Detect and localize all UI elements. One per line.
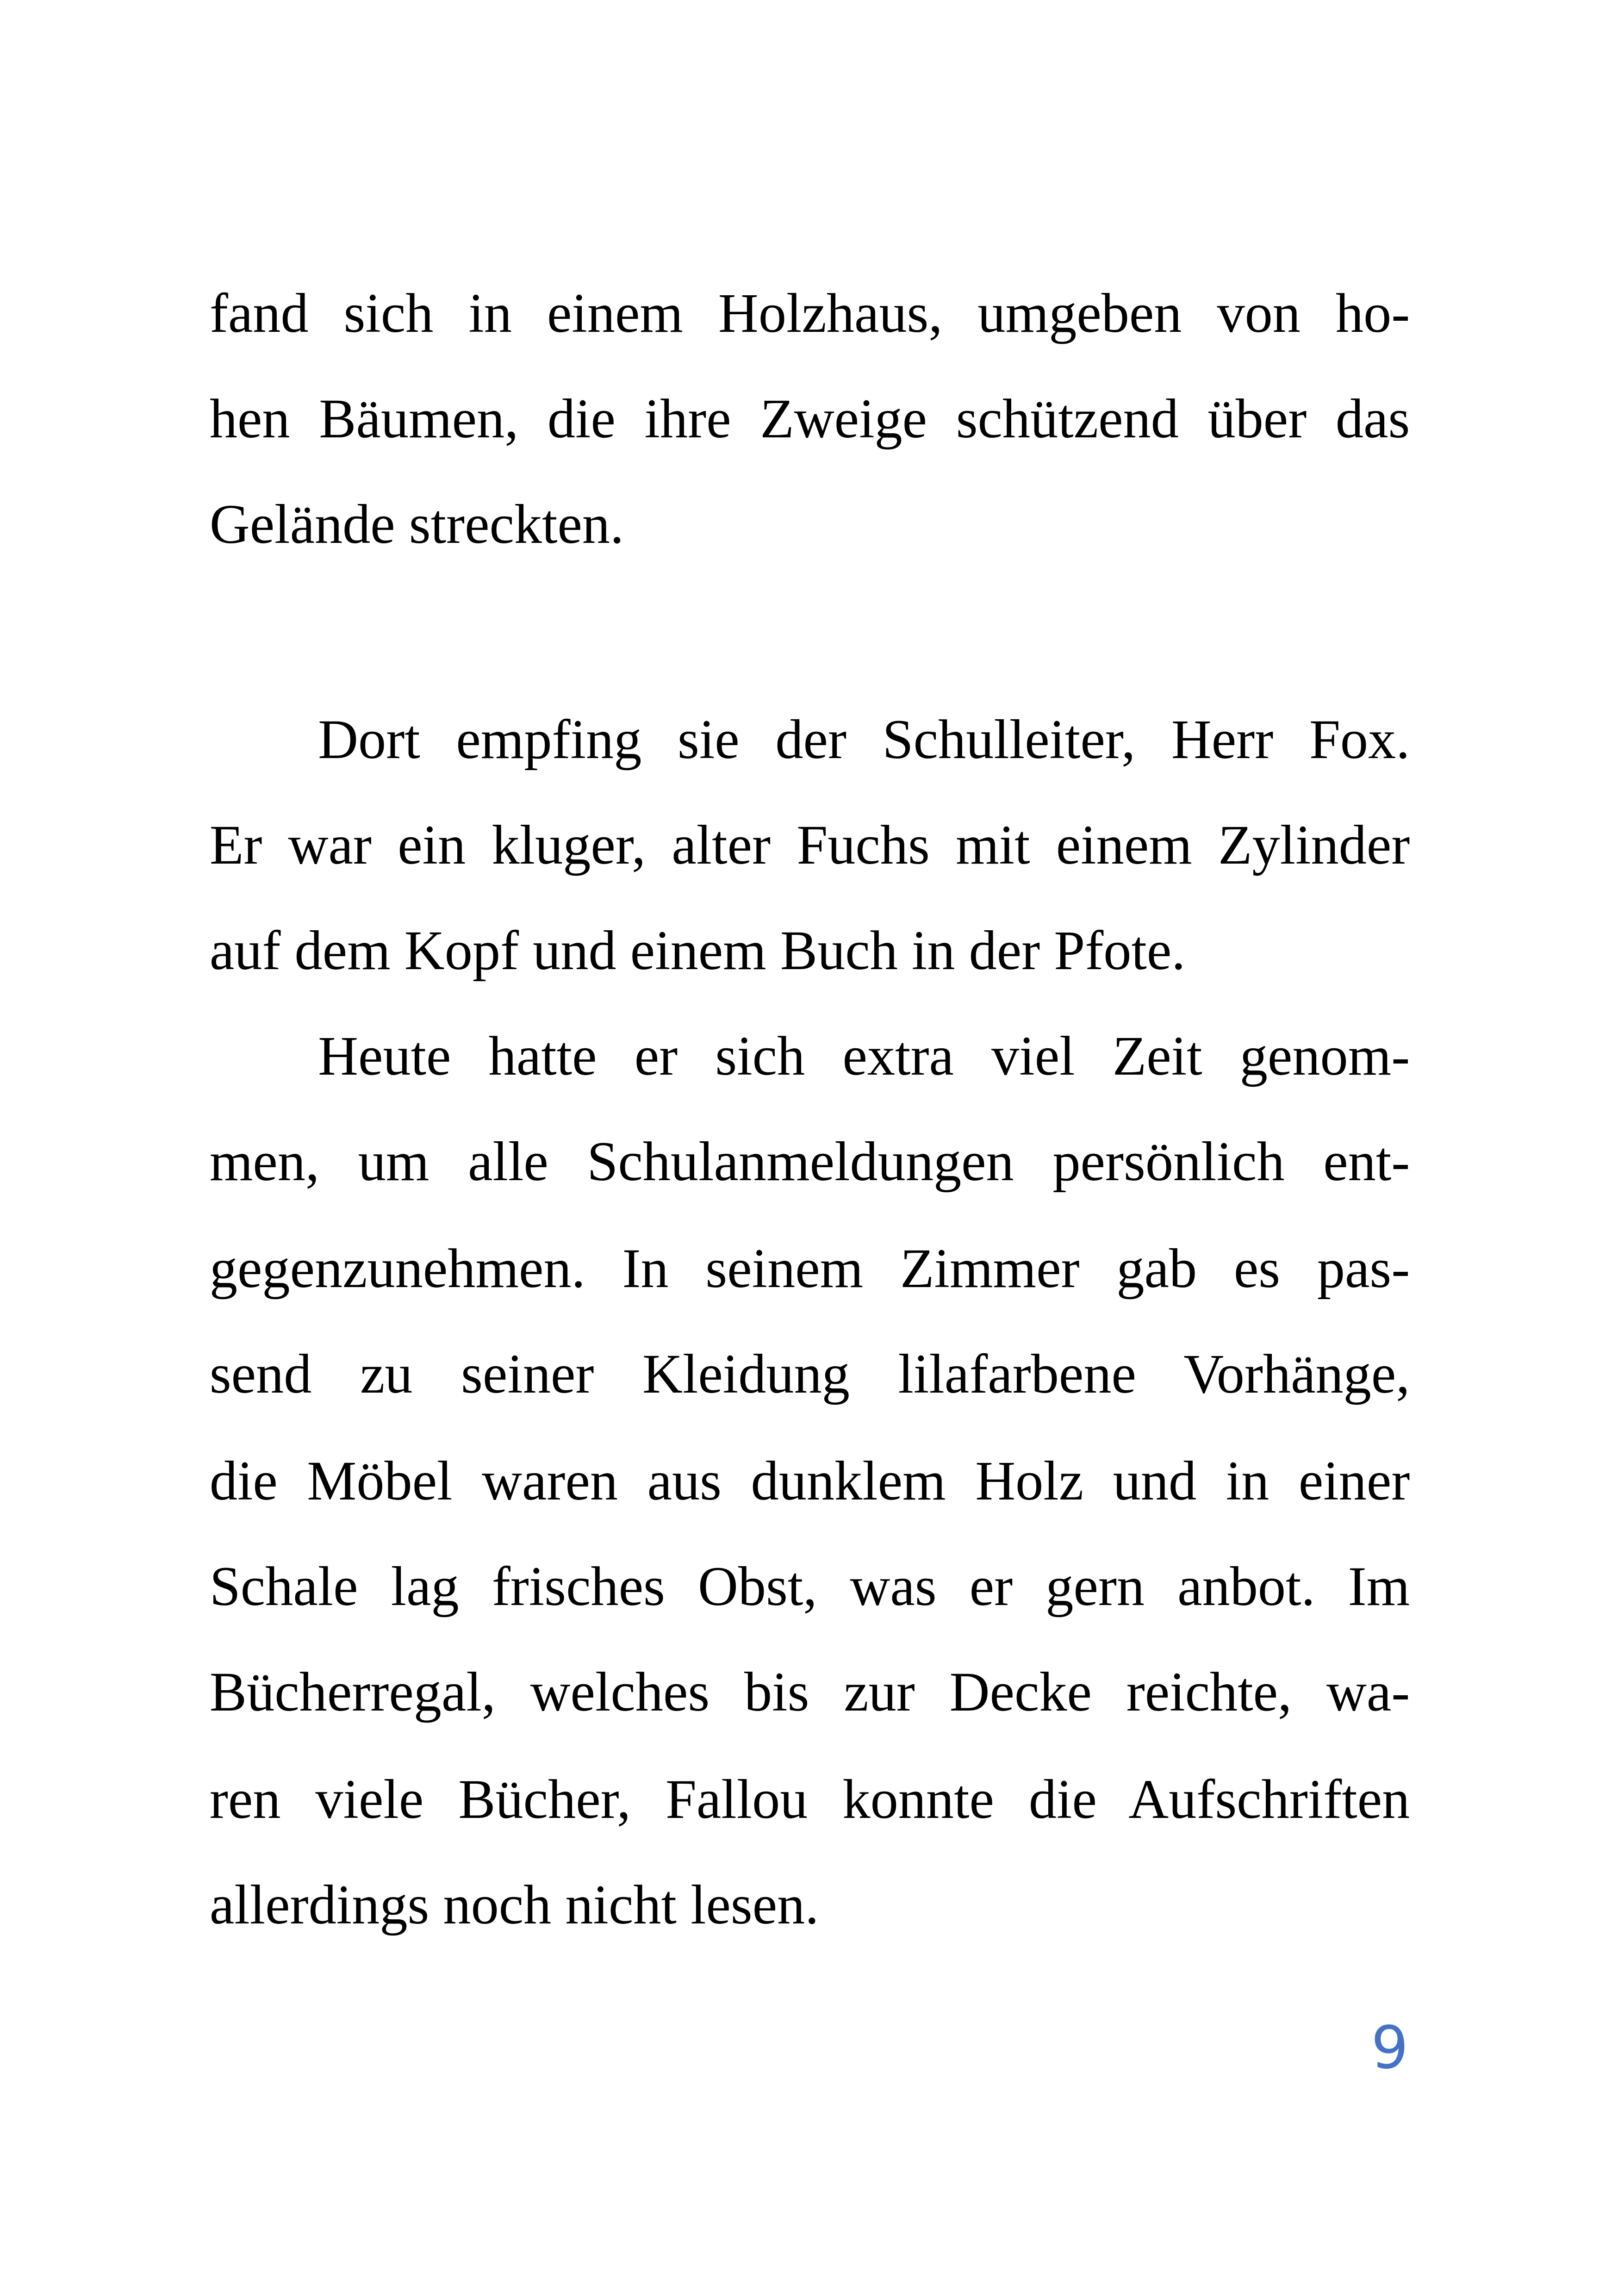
body-text — [210, 0, 1410, 2295]
text-line: gegenzunehmen. In seinem Zimmer gab es pas- — [209, 1238, 1410, 1300]
text-line: hen Bäumen, die ihre Zweige schützend über das — [209, 388, 1410, 450]
text-line: Bücherregal, welches bis zur Decke reichte, wa- — [209, 1661, 1410, 1724]
text-line: Dort empfing sie der Schulleiter, Herr Fox. — [318, 709, 1410, 771]
text-line: auf dem Kopf und einem Buch in der Pfote. — [209, 920, 1186, 982]
text-line: send zu seiner Kleidung lilafarbene Vorhänge, — [209, 1344, 1410, 1406]
text-line: Gelände streckten. — [209, 493, 624, 555]
text-line: ren viele Bücher, Fallou konnte die Aufschriften — [209, 1768, 1410, 1830]
text-line: allerdings noch nicht lesen. — [209, 1874, 819, 1936]
text-line: Heute hatte er sich extra viel Zeit genom- — [318, 1026, 1410, 1087]
page-number: 9 — [1371, 2013, 1409, 2082]
text-line: Er war ein kluger, alter Fuchs mit einem Zylinder — [209, 815, 1410, 876]
text-line: Schale lag frisches Obst, was er gern anbot. Im — [209, 1556, 1410, 1618]
text-line: fand sich in einem Holzhaus, umgeben von ho- — [209, 282, 1410, 344]
text-line: men, um alle Schulanmeldungen persönlich ent- — [209, 1131, 1410, 1193]
text-line: die Möbel waren aus dunklem Holz und in einer — [209, 1450, 1410, 1512]
